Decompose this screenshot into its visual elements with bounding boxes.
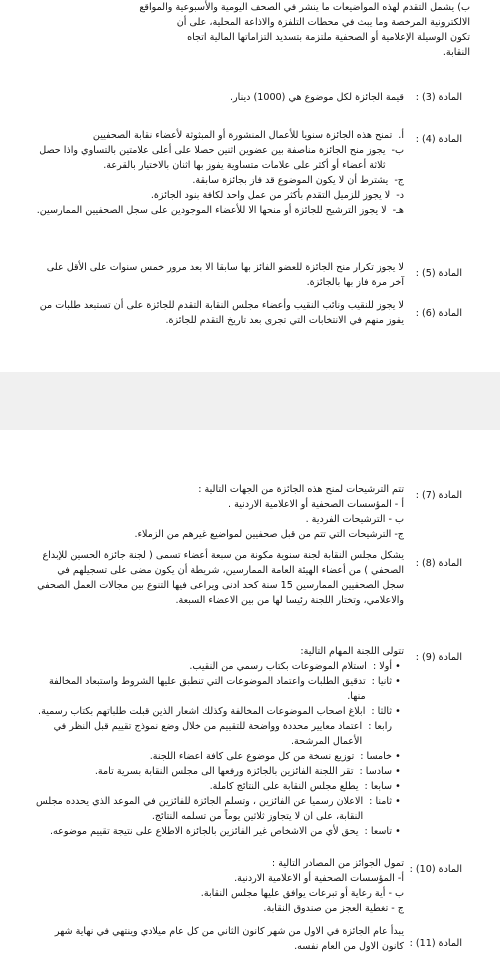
list-item — [34, 719, 404, 749]
article-9-text — [34, 644, 404, 839]
item-ordinal: سادسا : — [359, 766, 392, 777]
item-mark: د- — [396, 190, 404, 201]
bullet-icon: • — [395, 676, 401, 687]
text-line: يبدأ عام الجائزة في الاول من شهر كانون الثاني من كل عام ميلادي وينتهي في نهاية شهر كانون الاول من العام نفسه. — [54, 926, 404, 952]
item-ordinal: ثامنا : — [369, 796, 392, 807]
text-line: يشكل مجلس النقابة لجنة سنوية مكونة من سبعة أعضاء تسمى ( لجنة جائزة الحسين للإبداع الصحفي ) من أعضاء الهيئة العامة الممارسين، شريطة أن يكون مضى على تسجيلهم في سجل الصحفيين الممارسين 15 سنة كحد ادنى ويراعى فيها التنوع بين مجالات العمل الصحفي والاعلامي، وتختار اللجنة رئيسا لها من بين الاعضاء السبعة. — [37, 550, 404, 606]
text-line: أ - المؤسسات الصحفية أو الاعلامية الاردنية . — [228, 499, 404, 510]
text-line: ب) يشمل التقدم لهذه المواضيعات ما ينشر في الصحف اليومية والأسبوعية والمواقع — [139, 2, 470, 13]
text-line: ج - تغطية العجز من صندوق النقابة. — [263, 903, 404, 914]
list-item — [34, 824, 404, 839]
item-text: يشترط أن لا يكون الموضوع قد فاز بجائزة سابقة. — [192, 175, 389, 186]
bullet-icon: • — [395, 706, 401, 717]
item-ordinal: أولا : — [372, 661, 392, 672]
item-ordinal: سابعا : — [364, 781, 392, 792]
list-item — [34, 659, 404, 674]
article-8-text — [34, 548, 404, 608]
article-7-text — [34, 482, 404, 542]
article-4-item — [34, 143, 404, 173]
item-text: لا يجوز للزميل التقدم بأكثر من عمل واحد لكافة بنود الجائزة. — [150, 190, 391, 201]
item-ordinal: خامسا : — [360, 751, 392, 762]
bullet-icon: • — [395, 781, 401, 792]
item-mark: ب- — [391, 145, 404, 156]
article-6-text — [34, 298, 404, 328]
text-line: ب - أية رعاية أو تبرعات يوافق عليها مجلس النقابة. — [200, 888, 404, 899]
text-line: الالكترونية المرخصة وما يبث في محطات التلفزة والاذاعة المحلية، على أن — [176, 17, 470, 28]
item-text: لا يجوز الترشيح للجائزة أو منحها الا للأعضاء الموجودين على سجل الصحفيين الممارسين. — [36, 205, 387, 216]
item-ordinal: رابعا : — [368, 721, 392, 732]
article-5-text — [34, 260, 404, 290]
article-3-text — [34, 90, 404, 105]
item-text: ابلاغ اصحاب الموضوعات المخالفة وكذلك اشعار الذين قبلت طلباتهم بكتاب رسمية. — [38, 706, 366, 717]
item-text: تقر اللجنة الفائزين بالجائزة ورفعها الى مجلس النقابة بسرية تامة. — [94, 766, 354, 777]
bullet-icon: • — [395, 661, 401, 672]
item-text: الاعلان رسميا عن الفائزين ، وتسلم الجائزة للفائزين في الموعد الذي يحدده مجلس النقابة، على ان لا يتجاوز ثلاثين يوماً من تسلمه النتائج. — [36, 796, 364, 822]
item-text: تدقيق الطلبات واعتماد الموضوعات التي تنطبق عليها الشروط واستبعاد المخالفة منها. — [48, 676, 366, 702]
list-item — [34, 764, 404, 779]
item-text: يجوز منح الجائزة مناصفة بين عضوين اثنين حصلا على أعلى علامتين بالتساوي واذا حصل ثلاثة أعضاء أو أكثر على علامات متساوية يفوز بها اثنان بالاختيار بالقرعة. — [39, 145, 386, 171]
article-4-item — [34, 128, 404, 143]
bullet-icon — [392, 719, 404, 749]
article-4-item — [34, 173, 404, 188]
list-item — [34, 794, 404, 824]
text-line: أ- المؤسسات الصحفية أو الاعلامية الاردنية. — [234, 873, 404, 884]
article-11-text — [34, 924, 404, 954]
item-text: استلام الموضوعات بكتاب رسمي من النقيب. — [189, 661, 367, 672]
text-line: قيمة الجائزة لكل موضوع هي (1000) دينار. — [230, 92, 404, 103]
bullet-icon: • — [395, 796, 401, 807]
article-8-label: المادة (8) : — [415, 558, 462, 569]
text-line: لا يجوز للنقيب ونائب النقيب وأعضاء مجلس النقابة التقدم للجائزة على أن تستبعد طلبات من يفوز منهم في الانتخابات التي تجرى بعد تاريخ التقدم للجائزة. — [39, 300, 404, 326]
article-5-label: المادة (5) : — [415, 268, 462, 279]
bullet-icon: • — [395, 826, 401, 837]
item-text: اعتماد معايير محددة وواضحة للتقييم من خلال وضع نموذج تقييم قبل النظر في الأعمال المرشحة. — [53, 721, 363, 747]
item-mark: ج- — [394, 175, 404, 186]
item-ordinal: تاسعا : — [364, 826, 392, 837]
text-line: تتم الترشيحات لمنح هذه الجائزة من الجهات التالية : — [198, 484, 404, 495]
text-line: ج- الترشيحات التي تتم من قبل صحفيين لمواضيع غيرهم من الزملاء. — [134, 529, 404, 540]
list-item — [34, 779, 404, 794]
text-line: لا يجوز تكرار منح الجائزة للعضو الفائز بها سابقا الا بعد مرور خمس سنوات على الأقل على آخر مرة فاز بها بالجائزة. — [46, 262, 404, 288]
page-gap — [0, 372, 500, 430]
item-ordinal: ثالثا : — [371, 706, 392, 717]
article-9-label: المادة (9) : — [415, 652, 462, 663]
article-7-label: المادة (7) : — [415, 490, 462, 501]
article-4-items — [34, 128, 404, 218]
item-text: يحق لأي من الاشخاص غير الفائزين بالجائزة الاطلاع على نتيجة تقييم موضوعه. — [49, 826, 359, 837]
text-line: تمول الجوائز من المصادر التالية : — [271, 858, 404, 869]
document-page-1 — [0, 0, 500, 372]
bullet-icon: • — [395, 766, 401, 777]
bullet-icon: • — [395, 751, 401, 762]
item-text: تمنح هذه الجائزة سنويا للأعمال المنشورة أو المبثوثة لأعضاء نقابة الصحفيين — [92, 130, 393, 141]
item-mark: أ. — [398, 130, 404, 141]
document-page-2 — [0, 430, 500, 972]
article-9-intro: تتولى اللجنة المهام التالية: — [300, 646, 404, 657]
text-line: النقابة. — [442, 47, 470, 58]
list-item — [34, 749, 404, 764]
text-line: تكون الوسيلة الإعلامية أو الصحفية ملتزمة بتسديد التزاماتها المالية اتجاه — [187, 32, 470, 43]
article-4-item — [34, 203, 404, 218]
article-4-item — [34, 188, 404, 203]
article-10-label: المادة (10) : — [409, 864, 462, 875]
article-3-label: المادة (3) : — [415, 92, 462, 103]
article-4-label: المادة (4) : — [415, 134, 462, 145]
item-mark: هـ- — [392, 205, 404, 216]
article-6-label: المادة (6) : — [415, 308, 462, 319]
item-text: يطلع مجلس النقابة على النتائج كاملة. — [209, 781, 359, 792]
text-line: ب - الترشيحات الفردية . — [305, 514, 404, 525]
article-11-label: المادة (11) : — [409, 938, 462, 949]
article-10-text — [34, 856, 404, 916]
list-item — [34, 704, 404, 719]
article-2-continuation — [30, 0, 470, 60]
item-text: توزيع نسخة من كل موضوع على كافة اعضاء اللجنة. — [149, 751, 355, 762]
item-ordinal: ثانيا : — [371, 676, 392, 687]
list-item — [34, 674, 404, 704]
